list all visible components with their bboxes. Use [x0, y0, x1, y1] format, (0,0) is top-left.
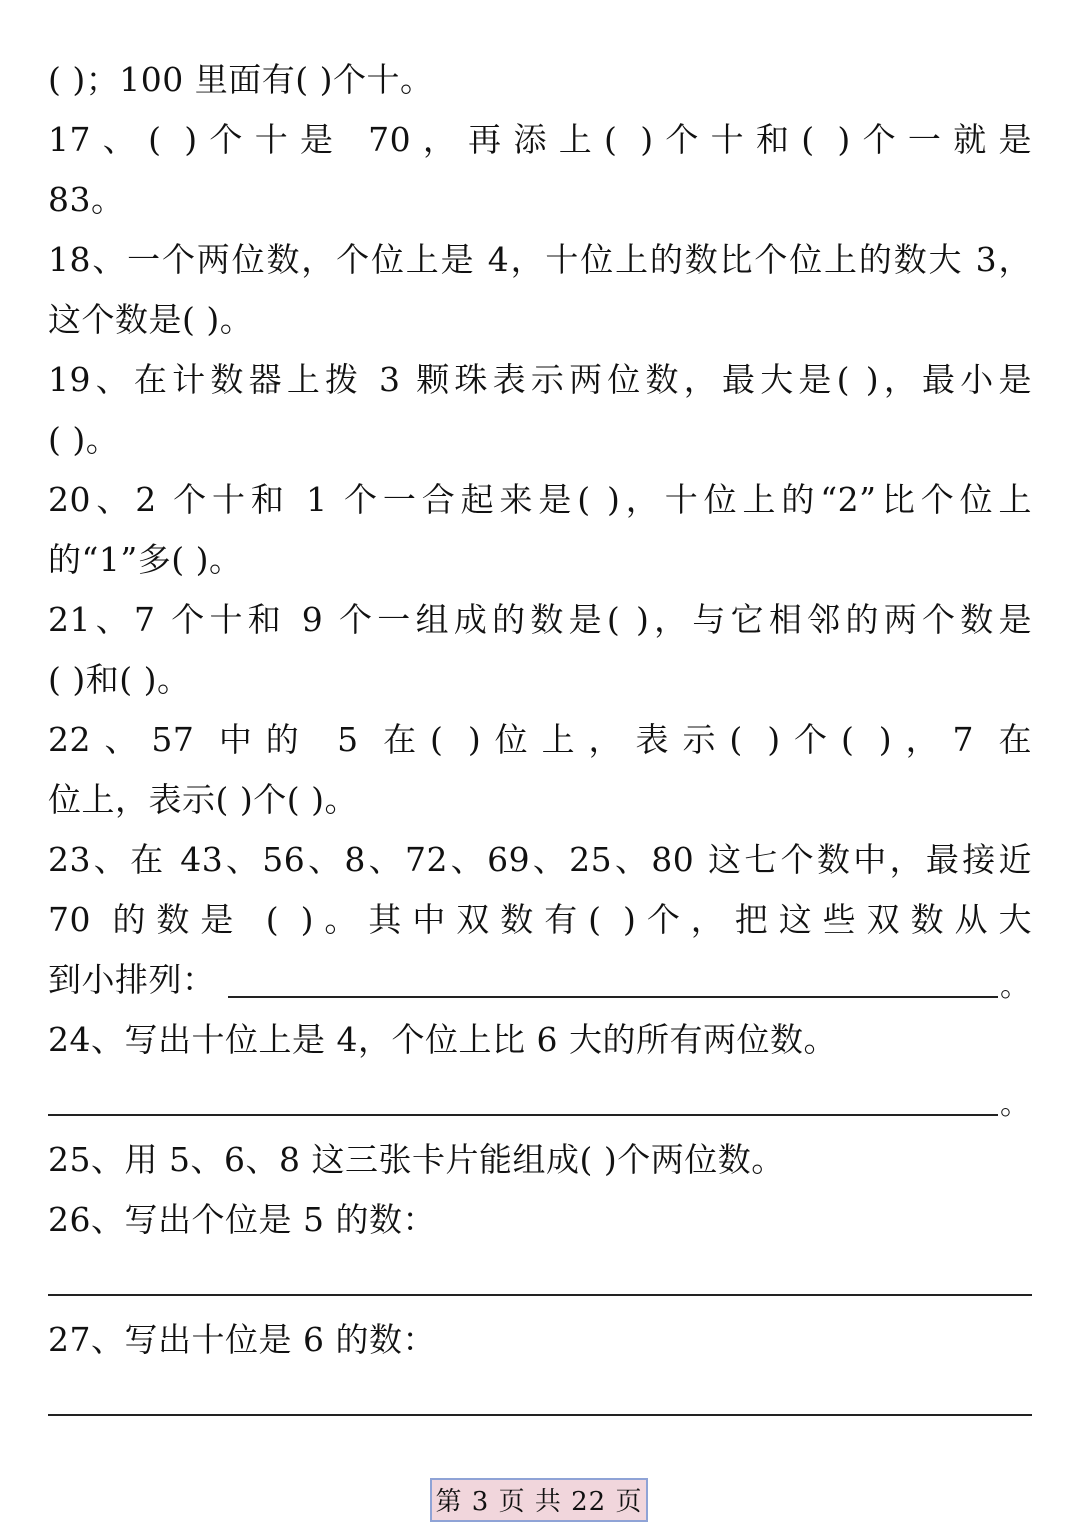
answer-line-27[interactable] — [48, 1414, 1032, 1416]
answer-line-23[interactable] — [228, 996, 998, 998]
question-20-line-2: 的“1”多( )。 — [48, 540, 243, 579]
question-22-line-1: 22、57 中的 5 在( )位上，表示( )个( )，7 在 — [48, 720, 1032, 759]
text-line-1: ( )；100 里面有( )个十。 — [48, 60, 434, 99]
answer-line-24[interactable] — [48, 1114, 998, 1116]
question-23-line-1: 23、在 43、56、8、72、69、25、80 这七个数中，最接近 — [48, 840, 1032, 879]
question-25: 25、用 5、6、8 这三张卡片能组成( )个两位数。 — [48, 1140, 785, 1179]
question-21-line-2: ( )和( )。 — [48, 660, 191, 699]
answer-line-24-period: 。 — [1000, 1087, 1030, 1122]
answer-line-23-period: 。 — [1000, 969, 1030, 1004]
question-26: 26、写出个位是 5 的数： — [48, 1200, 436, 1239]
question-19-line-1: 19、在计数器上拨 3 颗珠表示两位数，最大是( )，最小是 — [48, 360, 1032, 399]
question-23-line-2: 70 的数是 ( )。其中双数有( )个，把这些双数从大 — [48, 900, 1032, 939]
question-17-line-1: 17、( )个十是 70，再添上( )个十和( )个一就是 — [48, 120, 1032, 159]
question-19-line-2: ( )。 — [48, 420, 120, 459]
question-18-line-2: 这个数是( )。 — [48, 300, 254, 339]
question-24: 24、写出十位上是 4，个位上比 6 大的所有两位数。 — [48, 1020, 837, 1059]
question-17-line-2: 83。 — [48, 180, 125, 219]
page-number-footer: 第 3 页 共 22 页 — [430, 1478, 648, 1522]
question-27: 27、写出十位是 6 的数： — [48, 1320, 436, 1359]
question-22-line-2: 位上，表示( )个( )。 — [48, 780, 358, 819]
question-23-line-3: 到小排列： — [48, 960, 216, 999]
question-18-line-1: 18、一个两位数，个位上是 4，十位上的数比个位上的数大 3， — [48, 240, 1032, 279]
answer-line-26[interactable] — [48, 1294, 1032, 1296]
question-20-line-1: 20、2 个十和 1 个一合起来是( )，十位上的“2”比个位上 — [48, 480, 1032, 519]
question-21-line-1: 21、7 个十和 9 个一组成的数是( )，与它相邻的两个数是 — [48, 600, 1032, 639]
